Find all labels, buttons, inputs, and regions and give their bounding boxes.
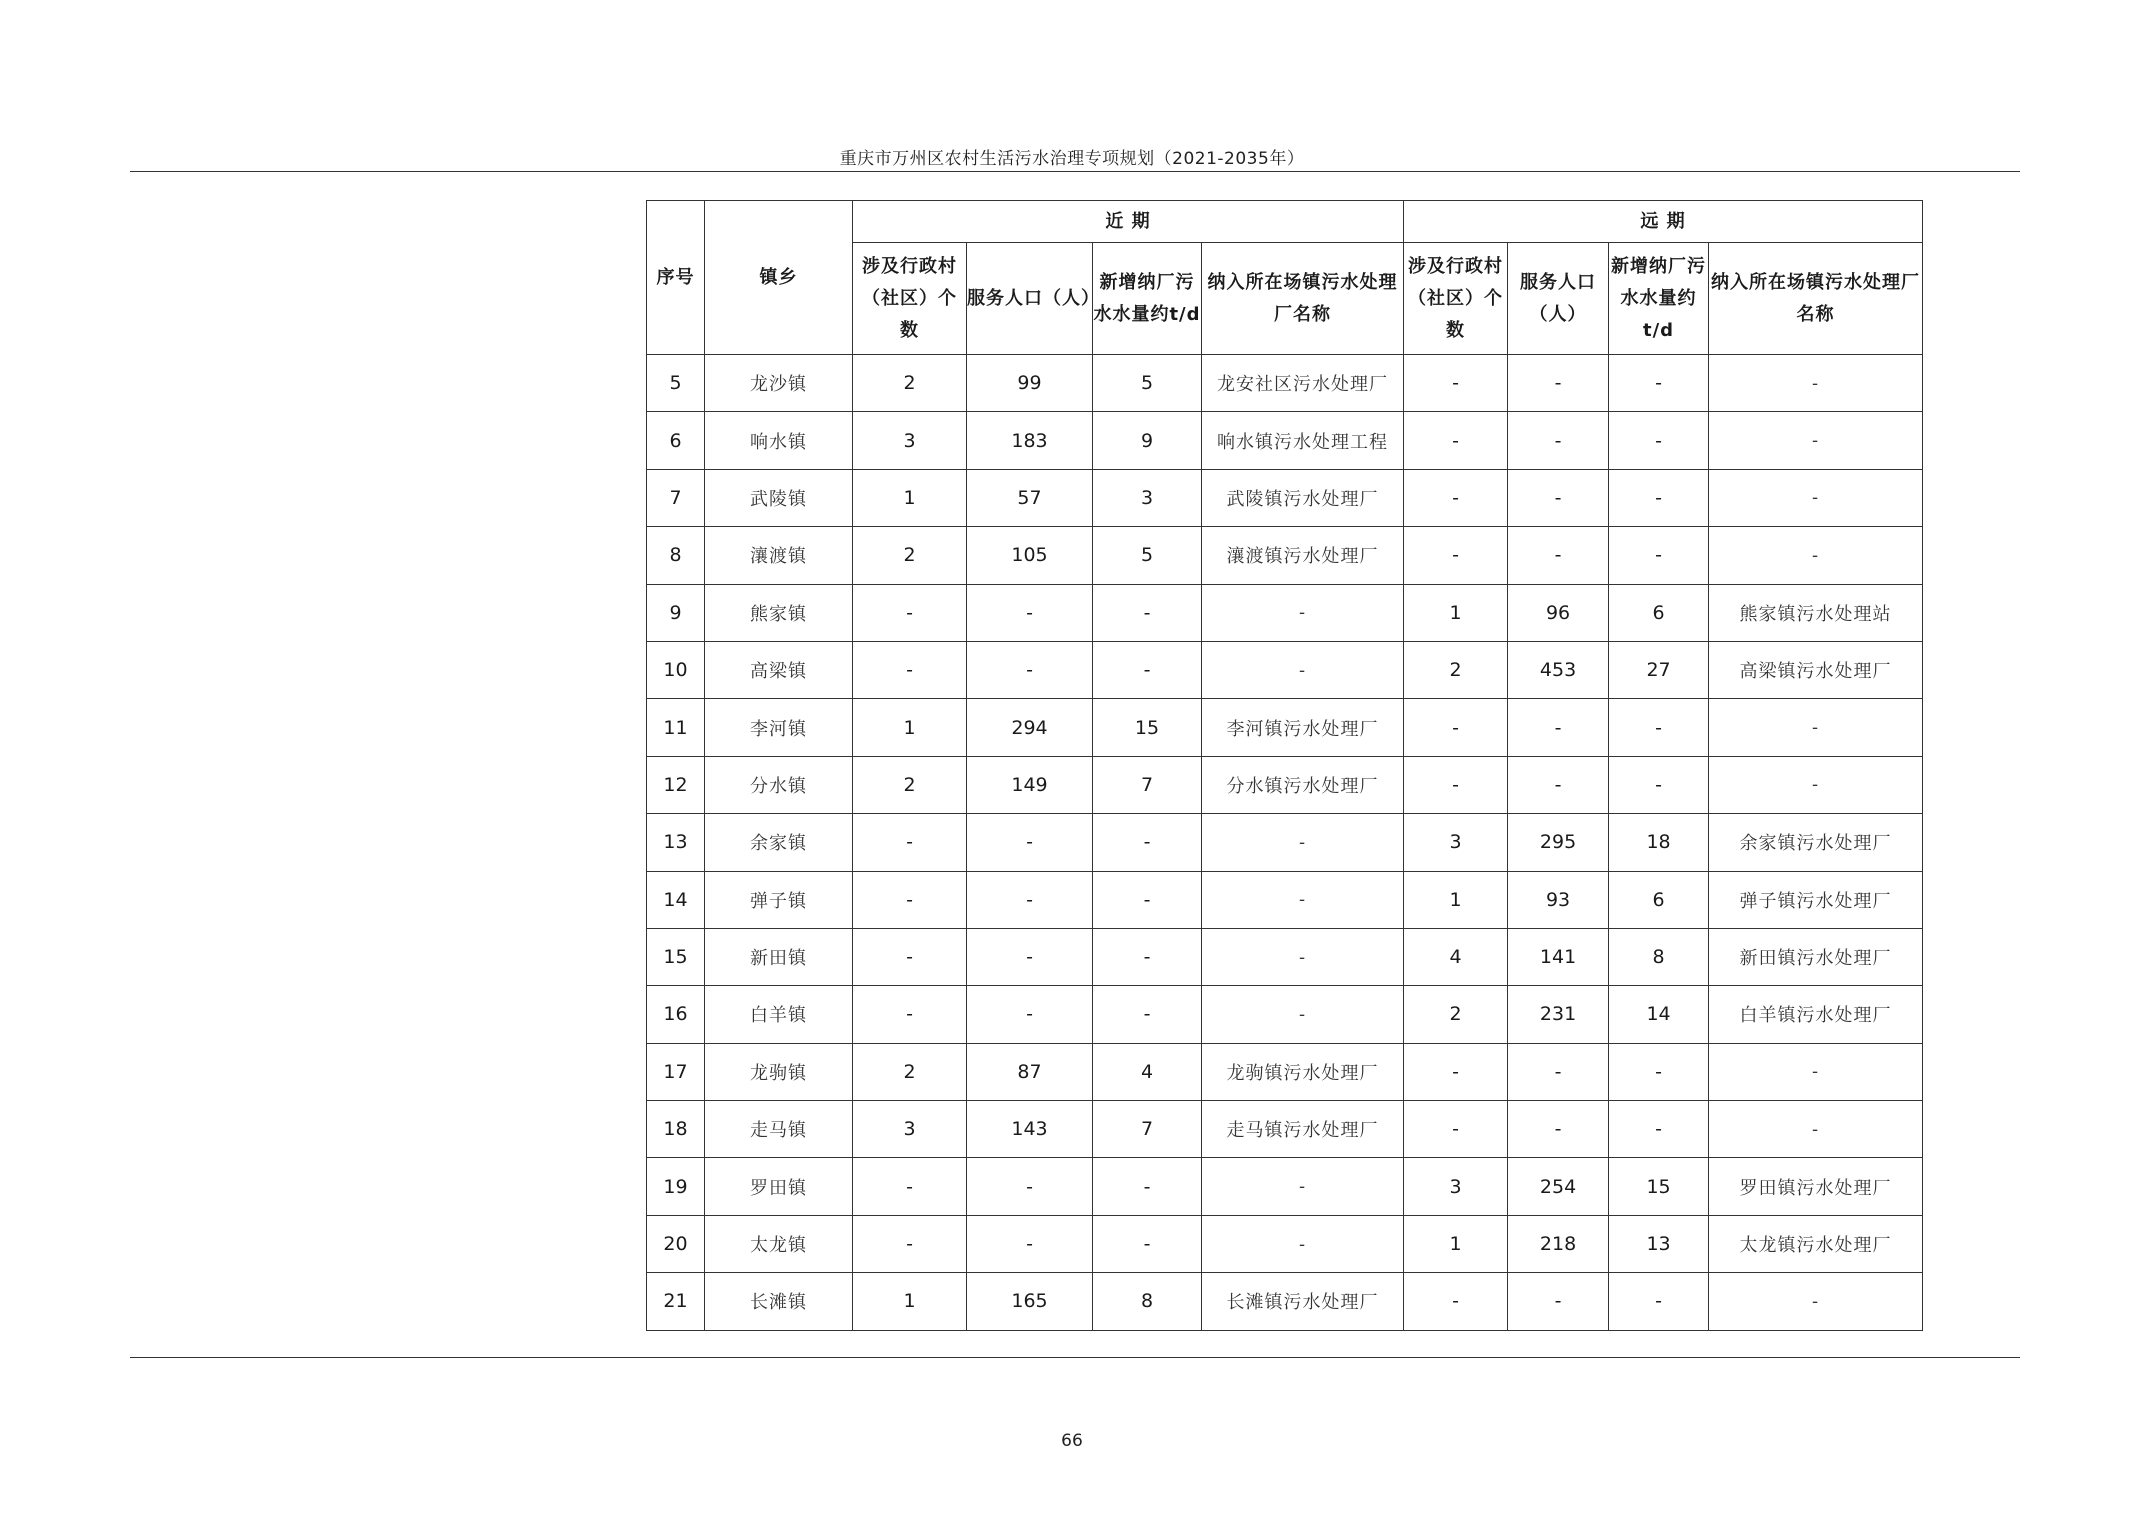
cell-far-villages: 1 [1404, 584, 1508, 641]
cell-near-villages: 2 [853, 1043, 967, 1100]
cell-town: 武陵镇 [705, 469, 853, 526]
sewage-plan-table [646, 200, 1923, 1331]
cell-far-water: 6 [1609, 871, 1709, 928]
cell-far-water: 15 [1609, 1158, 1709, 1215]
cell-far-plant: 白羊镇污水处理厂 [1709, 986, 1923, 1043]
cell-far-plant: - [1709, 469, 1923, 526]
cell-near-water: - [1093, 986, 1202, 1043]
cell-near-population: 183 [967, 412, 1093, 469]
cell-town: 分水镇 [705, 756, 853, 813]
cell-near-plant: 长滩镇污水处理厂 [1202, 1273, 1404, 1330]
cell-far-plant: 高梁镇污水处理厂 [1709, 641, 1923, 698]
table-row [647, 469, 1923, 526]
cell-near-population: 143 [967, 1101, 1093, 1158]
cell-far-water: - [1609, 699, 1709, 756]
cell-seq: 12 [647, 756, 705, 813]
table-row [647, 814, 1923, 871]
cell-far-population: 231 [1508, 986, 1609, 1043]
cell-far-population: - [1508, 469, 1609, 526]
cell-far-water: 6 [1609, 584, 1709, 641]
cell-near-population: - [967, 1158, 1093, 1215]
cell-near-water: 15 [1093, 699, 1202, 756]
cell-far-population: 96 [1508, 584, 1609, 641]
cell-far-plant: 余家镇污水处理厂 [1709, 814, 1923, 871]
cell-far-villages: 1 [1404, 1215, 1508, 1272]
cell-near-water: 5 [1093, 355, 1202, 412]
cell-near-plant: 分水镇污水处理厂 [1202, 756, 1404, 813]
cell-far-villages: 3 [1404, 814, 1508, 871]
cell-far-population: - [1508, 699, 1609, 756]
cell-near-plant: - [1202, 1215, 1404, 1272]
header-far-population: 服务人口（人） [1508, 243, 1609, 355]
cell-near-water: - [1093, 641, 1202, 698]
cell-far-population: 453 [1508, 641, 1609, 698]
cell-seq: 18 [647, 1101, 705, 1158]
cell-far-plant: - [1709, 355, 1923, 412]
cell-near-plant: - [1202, 986, 1404, 1043]
cell-near-villages: 3 [853, 1101, 967, 1158]
cell-near-plant: 武陵镇污水处理厂 [1202, 469, 1404, 526]
cell-near-population: - [967, 928, 1093, 985]
table-row [647, 412, 1923, 469]
cell-seq: 19 [647, 1158, 705, 1215]
cell-far-plant: - [1709, 756, 1923, 813]
cell-near-water: - [1093, 928, 1202, 985]
cell-far-villages: - [1404, 1101, 1508, 1158]
cell-near-plant: 龙驹镇污水处理厂 [1202, 1043, 1404, 1100]
cell-far-villages: - [1404, 756, 1508, 813]
cell-near-population: - [967, 871, 1093, 928]
cell-near-water: 7 [1093, 1101, 1202, 1158]
cell-near-villages: - [853, 1158, 967, 1215]
table-row [647, 699, 1923, 756]
cell-far-villages: 1 [1404, 871, 1508, 928]
cell-far-plant: - [1709, 412, 1923, 469]
cell-far-water: 8 [1609, 928, 1709, 985]
cell-near-plant: - [1202, 584, 1404, 641]
cell-near-water: 3 [1093, 469, 1202, 526]
cell-far-plant: - [1709, 527, 1923, 584]
cell-far-population: - [1508, 1101, 1609, 1158]
cell-near-plant: - [1202, 1158, 1404, 1215]
cell-far-water: - [1609, 355, 1709, 412]
cell-far-plant: 熊家镇污水处理站 [1709, 584, 1923, 641]
cell-town: 长滩镇 [705, 1273, 853, 1330]
table-row [647, 1101, 1923, 1158]
cell-town: 走马镇 [705, 1101, 853, 1158]
cell-far-villages: 4 [1404, 928, 1508, 985]
cell-far-water: - [1609, 1273, 1709, 1330]
cell-near-plant: 龙安社区污水处理厂 [1202, 355, 1404, 412]
cell-near-villages: 1 [853, 1273, 967, 1330]
cell-near-villages: - [853, 584, 967, 641]
cell-seq: 8 [647, 527, 705, 584]
page-number: 66 [1061, 1431, 1083, 1451]
cell-near-population: 294 [967, 699, 1093, 756]
cell-far-population: 141 [1508, 928, 1609, 985]
header-seq: 序号 [647, 201, 705, 355]
document-header-title: 重庆市万州区农村生活污水治理专项规划（2021-2035年） [839, 149, 1305, 169]
header-far-villages: 涉及行政村（社区）个数 [1404, 243, 1508, 355]
cell-far-population: 218 [1508, 1215, 1609, 1272]
cell-near-plant: 李河镇污水处理厂 [1202, 699, 1404, 756]
cell-seq: 10 [647, 641, 705, 698]
cell-far-water: - [1609, 1043, 1709, 1100]
cell-town: 白羊镇 [705, 986, 853, 1043]
cell-near-population: 87 [967, 1043, 1093, 1100]
cell-town: 太龙镇 [705, 1215, 853, 1272]
header-long-term: 远 期 [1404, 201, 1923, 243]
cell-near-plant: 走马镇污水处理厂 [1202, 1101, 1404, 1158]
cell-near-villages: - [853, 641, 967, 698]
cell-far-population: - [1508, 527, 1609, 584]
cell-near-water: 9 [1093, 412, 1202, 469]
cell-town: 弹子镇 [705, 871, 853, 928]
table-row [647, 1215, 1923, 1272]
cell-near-plant: - [1202, 928, 1404, 985]
cell-far-population: 295 [1508, 814, 1609, 871]
table-row [647, 871, 1923, 928]
cell-near-villages: - [853, 928, 967, 985]
cell-near-water: - [1093, 1215, 1202, 1272]
cell-far-plant: 太龙镇污水处理厂 [1709, 1215, 1923, 1272]
cell-town: 龙沙镇 [705, 355, 853, 412]
cell-far-villages: 3 [1404, 1158, 1508, 1215]
cell-far-population: - [1508, 1273, 1609, 1330]
cell-near-population: 99 [967, 355, 1093, 412]
cell-far-villages: - [1404, 699, 1508, 756]
cell-far-water: 18 [1609, 814, 1709, 871]
header-group-row [647, 201, 1923, 243]
cell-near-villages: - [853, 986, 967, 1043]
header-near-term: 近 期 [853, 201, 1404, 243]
table-row [647, 986, 1923, 1043]
cell-far-villages: - [1404, 412, 1508, 469]
cell-far-water: 14 [1609, 986, 1709, 1043]
cell-near-population: 57 [967, 469, 1093, 526]
cell-near-plant: 响水镇污水处理工程 [1202, 412, 1404, 469]
cell-town: 余家镇 [705, 814, 853, 871]
cell-near-water: - [1093, 814, 1202, 871]
cell-far-water: - [1609, 469, 1709, 526]
cell-near-villages: 1 [853, 699, 967, 756]
cell-far-water: - [1609, 1101, 1709, 1158]
header-far-added-water: 新增纳厂污水水量约t/d [1609, 243, 1709, 355]
cell-far-population: 254 [1508, 1158, 1609, 1215]
table-row [647, 756, 1923, 813]
cell-seq: 13 [647, 814, 705, 871]
cell-far-villages: - [1404, 1273, 1508, 1330]
cell-near-villages: 2 [853, 527, 967, 584]
cell-town: 李河镇 [705, 699, 853, 756]
cell-far-water: 13 [1609, 1215, 1709, 1272]
cell-far-water: - [1609, 756, 1709, 813]
cell-near-villages: 2 [853, 756, 967, 813]
cell-near-plant: 瀼渡镇污水处理厂 [1202, 527, 1404, 584]
table-row [647, 527, 1923, 584]
cell-far-water: - [1609, 412, 1709, 469]
table-body [647, 355, 1923, 1331]
cell-far-villages: - [1404, 469, 1508, 526]
cell-far-villages: 2 [1404, 641, 1508, 698]
cell-far-population: - [1508, 1043, 1609, 1100]
cell-far-villages: 2 [1404, 986, 1508, 1043]
cell-far-water: - [1609, 527, 1709, 584]
cell-seq: 17 [647, 1043, 705, 1100]
cell-seq: 15 [647, 928, 705, 985]
cell-seq: 6 [647, 412, 705, 469]
cell-seq: 9 [647, 584, 705, 641]
cell-seq: 14 [647, 871, 705, 928]
cell-near-villages: 1 [853, 469, 967, 526]
cell-near-population: - [967, 986, 1093, 1043]
cell-near-population: - [967, 584, 1093, 641]
header-near-population: 服务人口（人） [967, 243, 1093, 355]
table-row [647, 1158, 1923, 1215]
header-near-villages: 涉及行政村（社区）个数 [853, 243, 967, 355]
cell-far-plant: - [1709, 699, 1923, 756]
cell-near-water: 4 [1093, 1043, 1202, 1100]
cell-far-population: - [1508, 756, 1609, 813]
table-row [647, 928, 1923, 985]
cell-near-population: - [967, 1215, 1093, 1272]
cell-far-plant: - [1709, 1043, 1923, 1100]
cell-near-population: 149 [967, 756, 1093, 813]
cell-far-plant: 新田镇污水处理厂 [1709, 928, 1923, 985]
cell-near-population: 165 [967, 1273, 1093, 1330]
cell-seq: 5 [647, 355, 705, 412]
cell-far-plant: - [1709, 1101, 1923, 1158]
cell-near-water: 7 [1093, 756, 1202, 813]
cell-near-water: - [1093, 584, 1202, 641]
table-row [647, 584, 1923, 641]
cell-town: 瀼渡镇 [705, 527, 853, 584]
cell-town: 新田镇 [705, 928, 853, 985]
cell-seq: 20 [647, 1215, 705, 1272]
cell-far-villages: - [1404, 527, 1508, 584]
cell-seq: 7 [647, 469, 705, 526]
cell-near-villages: 3 [853, 412, 967, 469]
cell-town: 高梁镇 [705, 641, 853, 698]
table-row [647, 1273, 1923, 1330]
cell-far-villages: - [1404, 1043, 1508, 1100]
cell-far-plant: - [1709, 1273, 1923, 1330]
cell-near-villages: - [853, 814, 967, 871]
cell-near-villages: 2 [853, 355, 967, 412]
cell-near-water: - [1093, 1158, 1202, 1215]
cell-near-population: - [967, 814, 1093, 871]
cell-near-plant: - [1202, 871, 1404, 928]
cell-far-water: 27 [1609, 641, 1709, 698]
table-row [647, 1043, 1923, 1100]
cell-seq: 11 [647, 699, 705, 756]
header-rule [130, 171, 2020, 172]
cell-near-villages: - [853, 871, 967, 928]
cell-near-villages: - [853, 1215, 967, 1272]
cell-far-plant: 弹子镇污水处理厂 [1709, 871, 1923, 928]
cell-far-population: - [1508, 355, 1609, 412]
cell-near-water: 8 [1093, 1273, 1202, 1330]
header-far-plant-name: 纳入所在场镇污水处理厂名称 [1709, 243, 1923, 355]
header-town: 镇乡 [705, 201, 853, 355]
cell-far-population: - [1508, 412, 1609, 469]
cell-near-plant: - [1202, 641, 1404, 698]
table-row [647, 355, 1923, 412]
cell-far-plant: 罗田镇污水处理厂 [1709, 1158, 1923, 1215]
cell-town: 龙驹镇 [705, 1043, 853, 1100]
footer-rule [130, 1357, 2020, 1358]
cell-near-population: - [967, 641, 1093, 698]
cell-near-water: - [1093, 871, 1202, 928]
header-near-added-water: 新增纳厂污水水量约t/d [1093, 243, 1202, 355]
cell-town: 罗田镇 [705, 1158, 853, 1215]
table-row [647, 641, 1923, 698]
cell-town: 熊家镇 [705, 584, 853, 641]
cell-far-population: 93 [1508, 871, 1609, 928]
cell-seq: 21 [647, 1273, 705, 1330]
cell-near-plant: - [1202, 814, 1404, 871]
cell-seq: 16 [647, 986, 705, 1043]
header-near-plant-name: 纳入所在场镇污水处理厂名称 [1202, 243, 1404, 355]
cell-far-villages: - [1404, 355, 1508, 412]
cell-near-population: 105 [967, 527, 1093, 584]
cell-near-water: 5 [1093, 527, 1202, 584]
cell-town: 响水镇 [705, 412, 853, 469]
